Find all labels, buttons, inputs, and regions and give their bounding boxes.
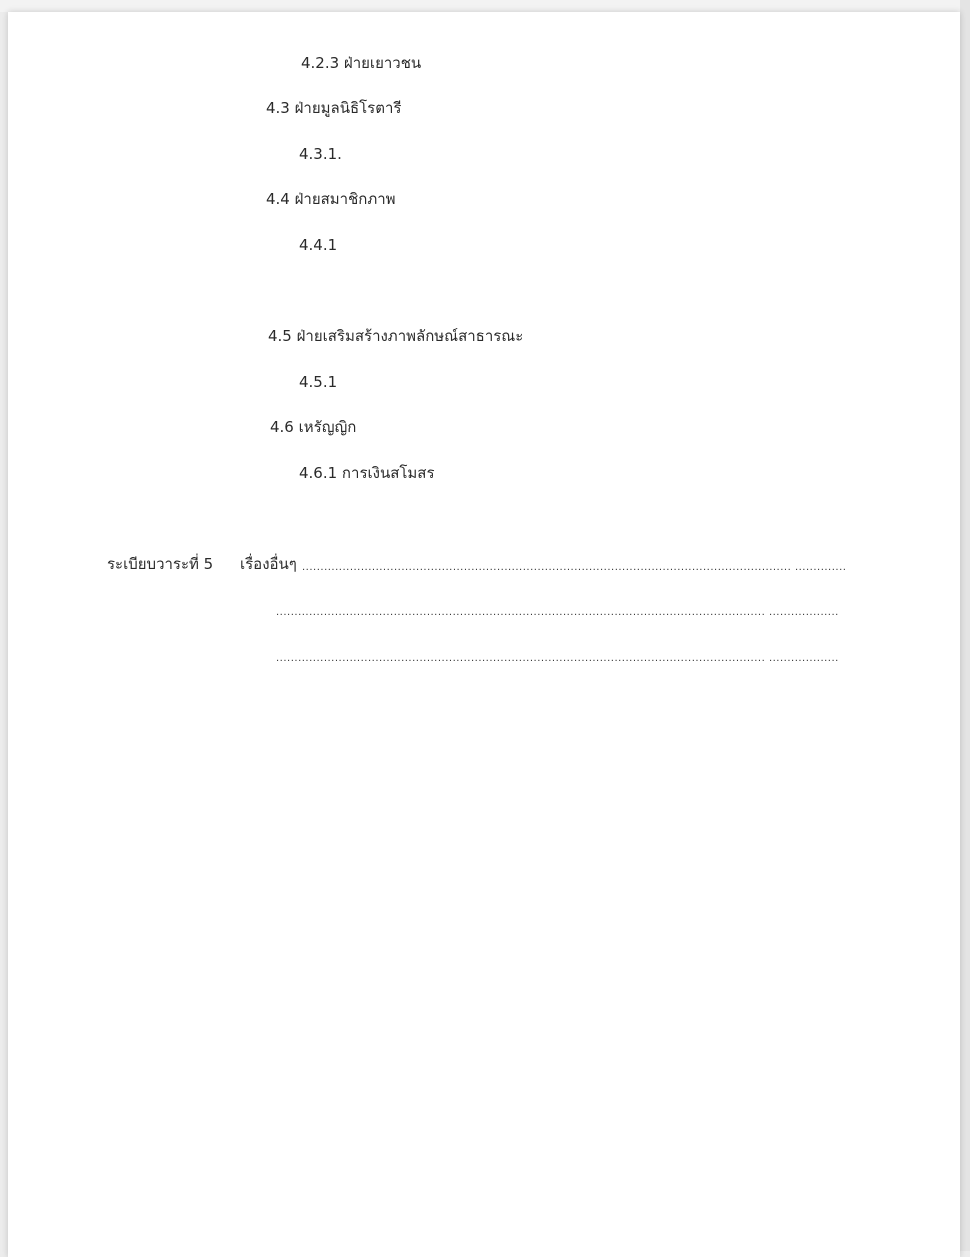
outline-item-4-4-1: 4.4.1 — [299, 236, 338, 254]
agenda-5-title: เรื่องอื่นๆ — [240, 555, 297, 573]
agenda-5-dotted-line-3: ..................................................................................................................................... ................... — [276, 653, 839, 664]
agenda-5-dotted-line-1: ..................................................................................................................................... .............. — [302, 562, 847, 573]
outline-item-4-2-3: 4.2.3 ฝ่ายเยาวชน — [301, 54, 422, 72]
outline-item-4-3: 4.3 ฝ่ายมูลนิธิโรตารี — [266, 99, 402, 117]
outline-item-4-5-1: 4.5.1 — [299, 373, 338, 391]
outline-item-4-5: 4.5 ฝ่ายเสริมสร้างภาพลักษณ์สาธารณะ — [268, 327, 524, 345]
agenda-5-label: ระเบียบวาระที่ 5 — [107, 555, 214, 573]
page-edge — [960, 0, 970, 1251]
top-strip — [0, 0, 970, 12]
agenda-5-dotted-line-2: ..................................................................................................................................... ................... — [276, 607, 839, 618]
outline-item-4-3-1: 4.3.1. — [299, 145, 342, 163]
outline-item-4-6: 4.6 เหรัญญิก — [270, 418, 357, 436]
document-page — [8, 12, 960, 1257]
outline-item-4-6-1: 4.6.1 การเงินสโมสร — [299, 464, 435, 482]
outline-item-4-4: 4.4 ฝ่ายสมาชิกภาพ — [266, 190, 396, 208]
